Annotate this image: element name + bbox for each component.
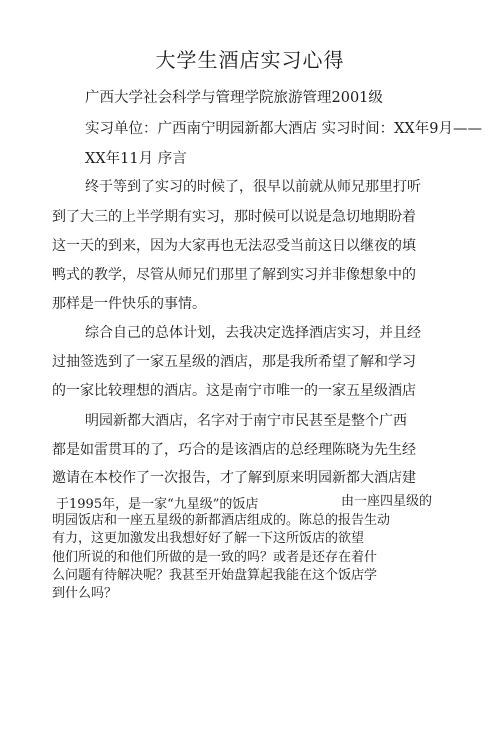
paragraph-line: 于1995年，是一家“九星级”的饭店 (56, 497, 259, 512)
document-title: 大学生酒店实习心得 (155, 48, 345, 72)
paragraph-line: 过抽签选到了一家五星级的酒店，那是我所希望了解和学习 (52, 354, 416, 370)
paragraph-line: 明园新都大酒店，名字对于南宁市民甚至是整个广西 (85, 413, 407, 429)
paragraph-line: 他们所说的和他们所做的是一致的吗？或者是还存在着什 (52, 550, 378, 565)
paragraph-line: 明园饭店和一座五星级的新都酒店组成的。陈总的报告生动 (52, 513, 391, 528)
paragraph-line: 到了大三的上半学期有实习，那时候可以说是急切地期盼着 (52, 209, 416, 225)
paragraph-line: 那样是一件快乐的事情。 (52, 296, 206, 312)
paragraph-line: 有力，这更加激发出我想好好了解一下这所饭店的欲望 (52, 531, 365, 546)
paragraph-line: 的一家比较理想的酒店。这是南宁市唯一的一家五星级酒店 (52, 383, 416, 399)
paragraph-line: 终于等到了实习的时候了，很早以前就从师兄那里打听 (85, 179, 421, 195)
paragraph-line: 由一座四星级的 (341, 494, 433, 509)
paragraph-line: 到什么吗？ (52, 586, 118, 601)
paragraph-line: 都是如雷贯耳的了，巧合的是该酒店的总经理陈晓为先生经 (52, 442, 416, 458)
paragraph-line: 鸭式的教学，尽管从师兄们那里了解到实习并非像想象中的 (52, 267, 416, 283)
internship-date-line: XX年11月 序言 (85, 151, 187, 167)
internship-info-line: 实习单位：广西南宁明园新都大酒店 实习时间：XX年9月—— (85, 121, 482, 137)
paragraph-line: 这一天的到来，因为大家再也无法忍受当前这日以继夜的填 (52, 238, 416, 254)
paragraph-line: 么问题有待解决呢？我甚至开始盘算起我能在这个饭店学 (52, 568, 378, 583)
author-line: 广西大学社会科学与管理学院旅游管理2001级 (85, 90, 383, 106)
paragraph-line: 邀请在本校作了一次报告，才了解到原来明园新都大酒店建 (52, 470, 416, 486)
paragraph-line: 综合自己的总体计划，去我决定选择酒店实习，并且经 (85, 325, 421, 341)
